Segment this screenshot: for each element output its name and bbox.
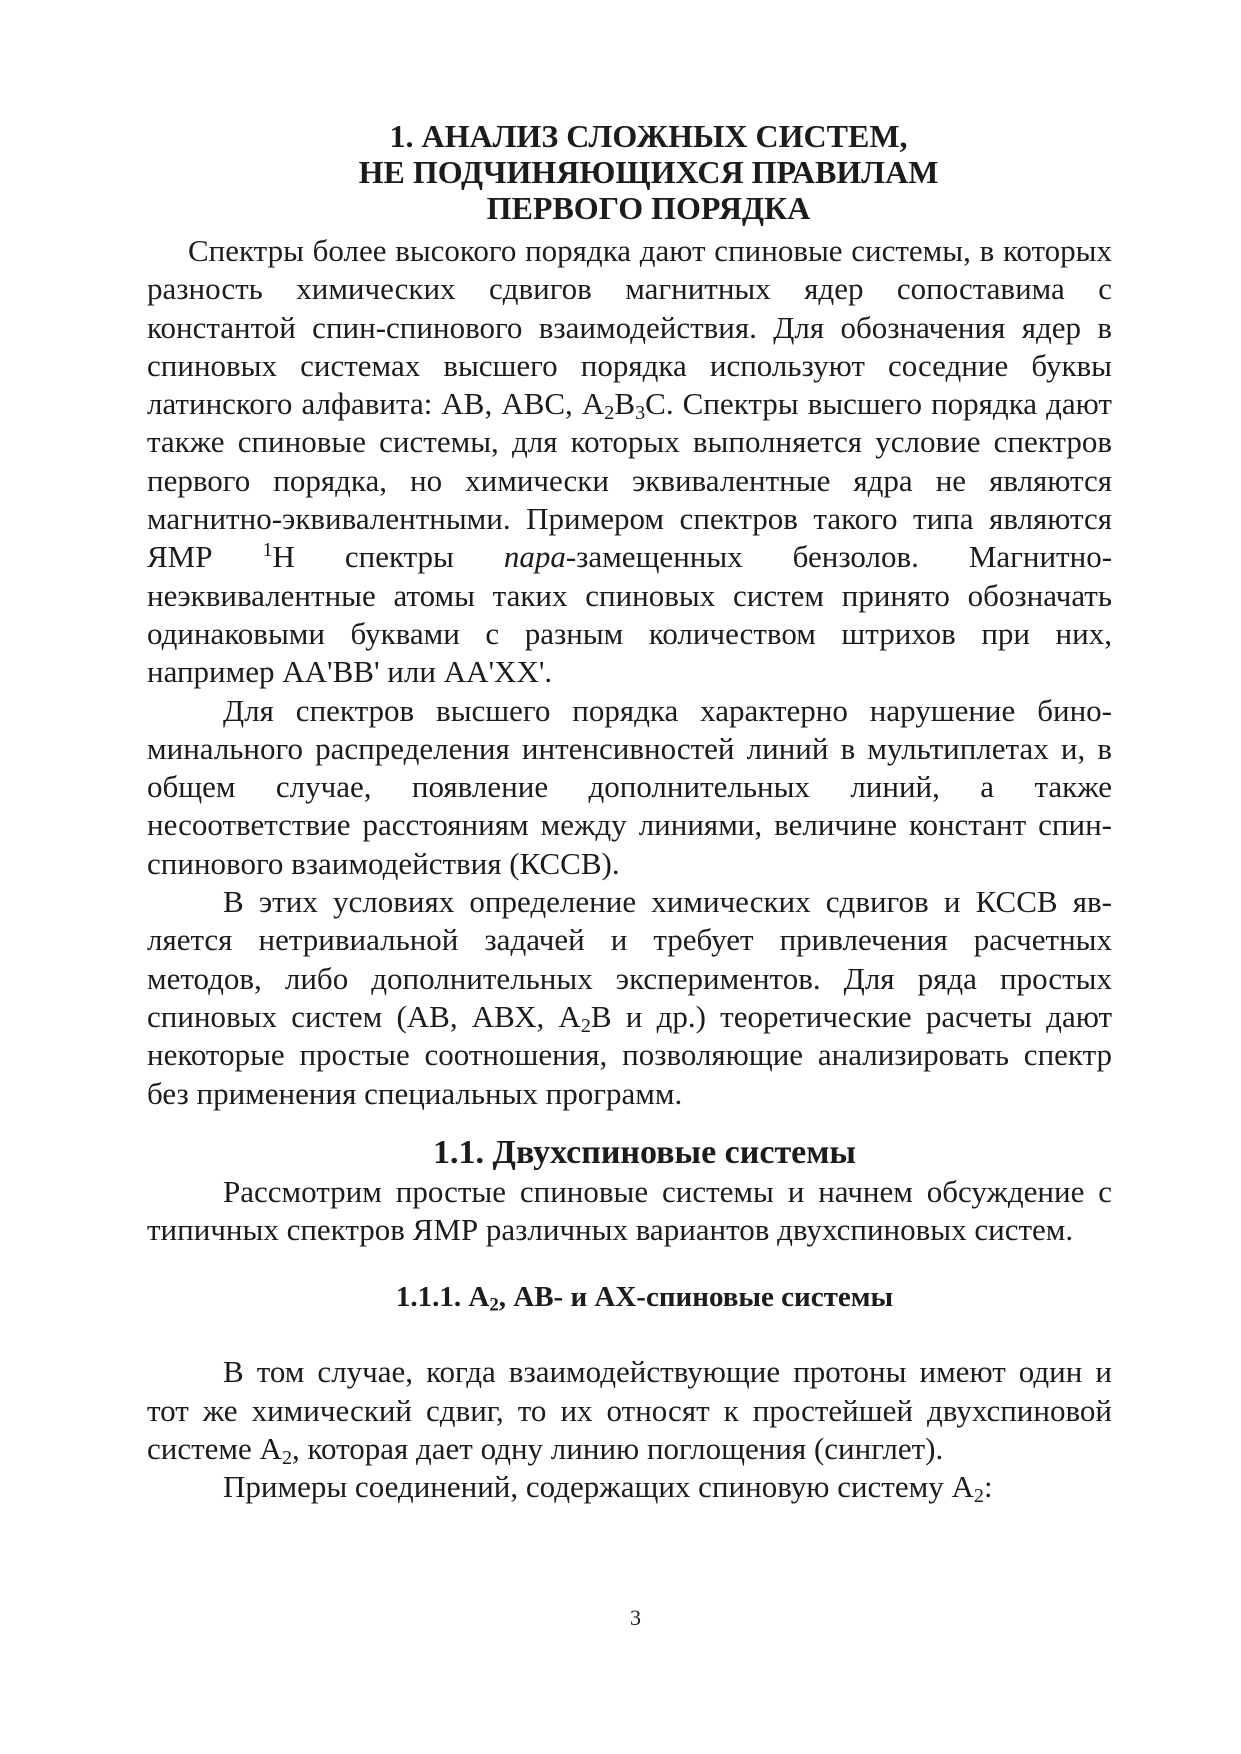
paragraph-conditions (147, 883, 1112, 1113)
subscript: 2 (604, 402, 615, 425)
text-run: В этих условиях определение химических сдвигов и КССВ является нетривиальной задачей и требует привлечения расчетных методов, либо дополнительных экспериментов. Для ряда простых спиновых систем (АВ, АВХ, А (147, 884, 1112, 1034)
chapter-title-line: НЕ ПОДЧИНЯЮЩИХСЯ ПРАВИЛАМ (358, 154, 939, 190)
text-run: С. Спектры высшего порядка дают также спиновые системы, для которых выполняется условие спектров первого порядка, но химически эквивалентные ядра не являются магнитно-эквивалентными. Примером спектров такого типа являются ЯМР (147, 386, 1112, 575)
chapter-title (147, 118, 1112, 226)
paragraph-intro (147, 232, 1112, 692)
section-title: 1.1. Двухспиновые системы (433, 1133, 856, 1171)
text-run: В и др.) теоретические расчеты дают некоторые простые соотношения, позволяющие анализировать спектр без применения специальных программ. (147, 998, 1113, 1111)
subscript: 3 (635, 402, 646, 425)
text-run: 1.1.1. А (395, 1281, 490, 1314)
chapter-title-line: 1. АНАЛИЗ СЛОЖНЫХ СИСТЕМ, (389, 118, 908, 154)
paragraph-higher-order (147, 692, 1112, 883)
subscript: 2 (580, 1014, 591, 1037)
paragraph-examples (147, 1468, 1112, 1506)
italic-term: пара (503, 539, 566, 575)
text-run: : (983, 1469, 993, 1505)
text-run: Для спектров высшего порядка характерно нарушение биноминального распределения интенсивностей линий в мультиплетах и, в общем случае, появление дополнительных линий, а также несоответствие расстояниям между линиями, величине констант спин-спинового взаимодействия (КССВ). (147, 692, 1112, 881)
text-run: , АВ- и АХ-спиновые системы (498, 1281, 894, 1314)
text-run: Спектры более высокого порядка дают спиновые системы, в которых разность химических сдвигов магнитных ядер сопоставима с константой спин-спинового взаимодействия. Для обозначения ядер в спиновых системах высшего порядка используют соседние буквы латинского алфавита: АВ, АВС, А (147, 233, 1112, 422)
text-run: В (614, 386, 636, 422)
text-run: -замещенных бензолов. Магнитно-неэквивалентные атомы таких спиновых систем принято обозначать одинаковыми буквами с разным количеством штрихов при них, например АА'ВВ' или АА'ХХ'. (147, 539, 1113, 690)
superscript: 1 (262, 539, 273, 562)
page-number: 3 (630, 1605, 641, 1630)
subscript: 2 (489, 1295, 499, 1317)
chapter-title-line: ПЕРВОГО ПОРЯДКА (486, 190, 811, 226)
subsection-title (147, 1279, 1112, 1315)
subscript: 2 (281, 1447, 293, 1470)
text-run: В том случае, когда взаимодействующие протоны имеют один и тот же химический сдвиг, то их относят к простейшей двухспиновой системе А (147, 1354, 1112, 1467)
subscript: 2 (973, 1485, 984, 1508)
paragraph-a2-system (147, 1353, 1112, 1468)
text-run: Примеры соединений, содержащих спиновую систему А (223, 1469, 974, 1505)
paragraph-section-intro (147, 1173, 1112, 1250)
text-run: Рассмотрим простые спиновые системы и начнем обсуждение с типичных спектров ЯМР различных вариантов двухспиновых систем. (147, 1173, 1112, 1248)
text-run: Н спектры (272, 539, 504, 575)
page-content (147, 118, 1112, 1507)
text-run: , которая дает одну линию поглощения (синглет). (292, 1431, 944, 1467)
